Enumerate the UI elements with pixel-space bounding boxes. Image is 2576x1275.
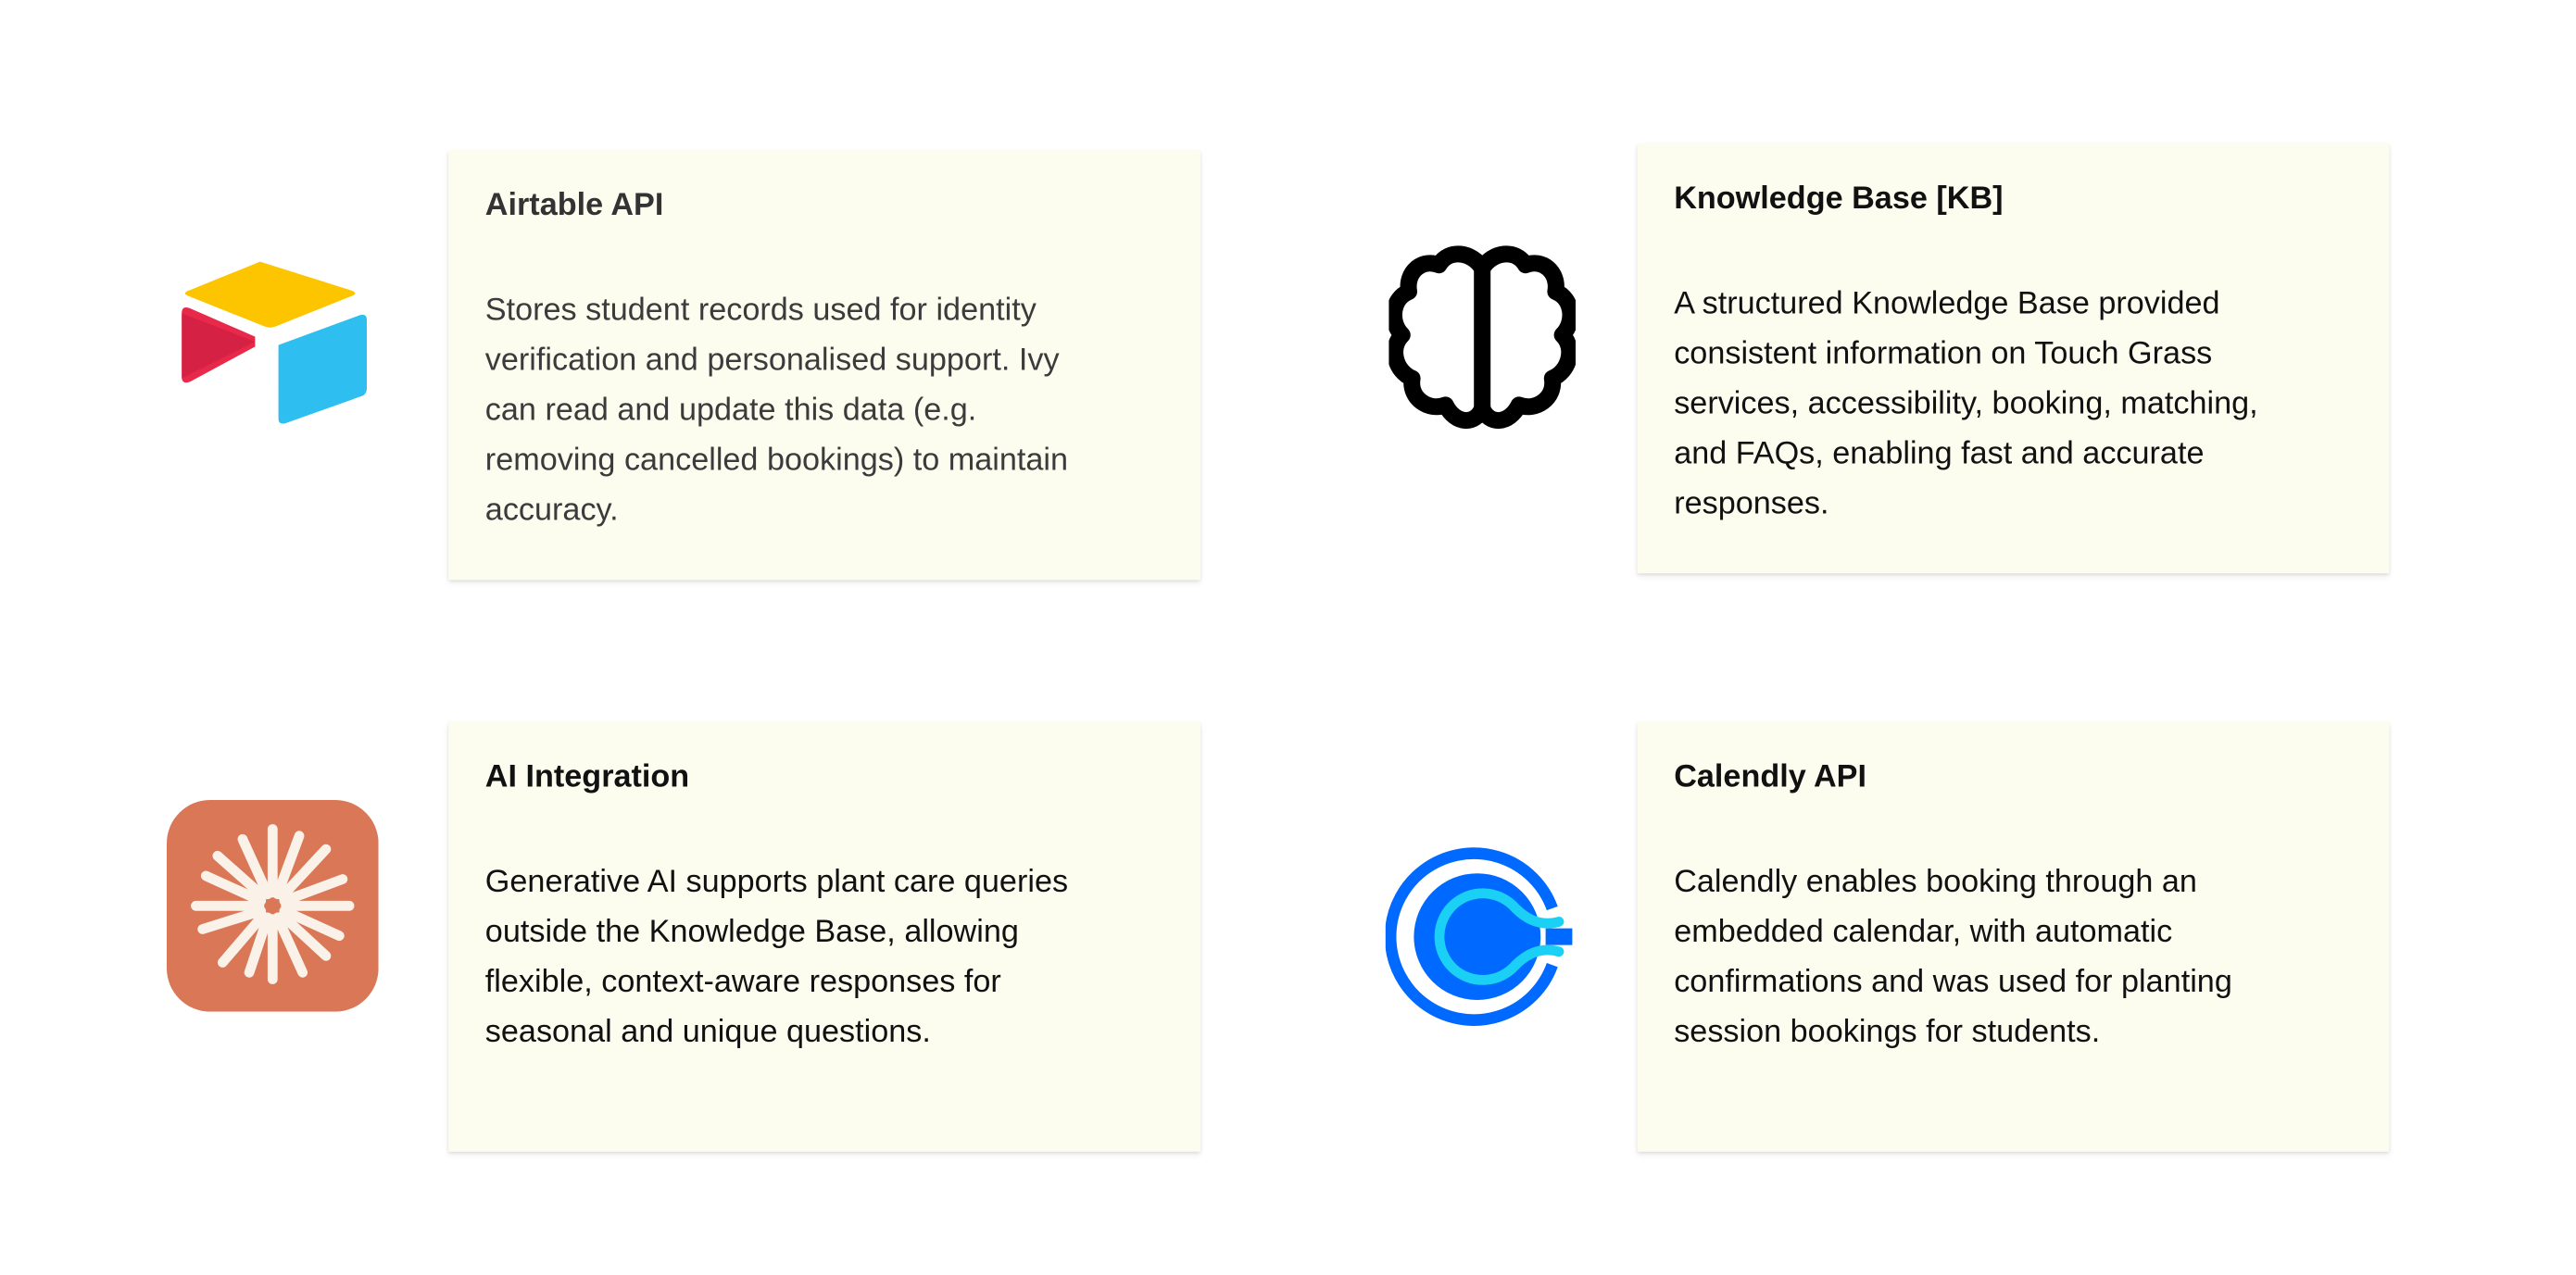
card-description: A structured Knowledge Base provided consistent information on Touch Grass services, accessibility, booking, matching, and FAQs, enabling fast and accurate responses. xyxy=(1674,286,2258,522)
card-title: Calendly API xyxy=(1674,759,1867,795)
card-description: Generative AI supports plant care queries outside the Knowledge Base, allowing flexible, context-aware responses for seasonal and unique questions. xyxy=(484,865,1069,1050)
claude-sparkle-icon xyxy=(167,800,379,1012)
card-title: Airtable API xyxy=(484,188,664,224)
card-title: Knowledge Base [KB] xyxy=(1674,181,2004,217)
calendly-logo-icon xyxy=(1386,842,1576,1031)
card-description: Stores student records used for identity verification and personalised support. Ivy can read and update this data (e.g. removing cancelled bookings) to maintain accuracy. xyxy=(484,293,1069,529)
ai-integration-card xyxy=(448,721,1200,1151)
card-title: AI Integration xyxy=(484,759,690,795)
calendly-card xyxy=(1638,721,2390,1151)
card-description: Calendly enables booking through an embedded calendar, with automatic confirmations and was used for planting session bookings for students. xyxy=(1674,865,2232,1050)
airtable-card xyxy=(448,150,1200,580)
brain-icon xyxy=(1389,245,1576,432)
knowledge-base-card xyxy=(1638,144,2390,573)
airtable-logo-icon xyxy=(177,258,369,425)
